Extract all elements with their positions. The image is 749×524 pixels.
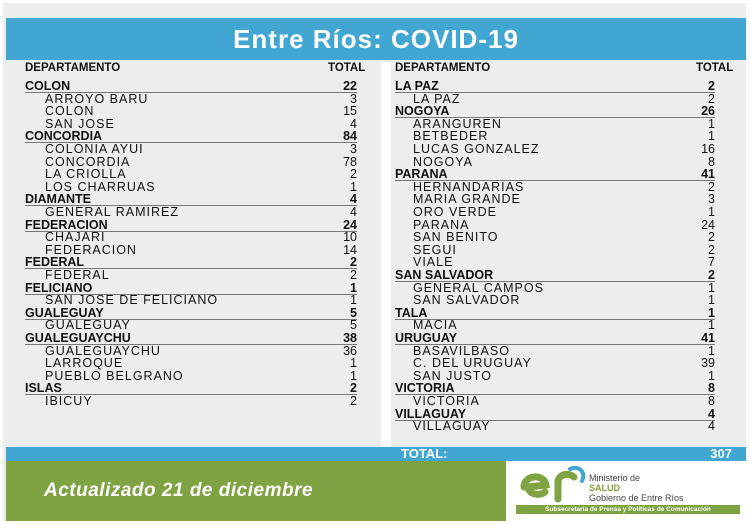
department-row	[25, 307, 357, 319]
row-name: LA PAZ	[395, 79, 439, 93]
ministry-logo-icon	[518, 465, 588, 503]
row-name: SEGUI	[413, 242, 457, 257]
row-total: 78	[343, 154, 357, 169]
row-total: 24	[343, 217, 357, 232]
row-total: 1	[708, 293, 715, 308]
row-total: 2	[708, 242, 715, 257]
row-name: BETBEDER	[413, 129, 489, 144]
locality-row	[25, 181, 357, 193]
row-name: GENERAL CAMPOS	[413, 280, 544, 295]
row-name: LOS CHARRUAS	[45, 179, 156, 194]
row-name: COLONIA AYUI	[45, 142, 144, 156]
locality-row	[395, 319, 715, 331]
row-total: 4	[350, 192, 357, 207]
row-name: NOGOYA	[395, 104, 450, 119]
row-name: SAN SALVADOR	[395, 268, 494, 282]
locality-row	[395, 156, 715, 168]
row-total: 2	[350, 268, 357, 282]
department-row	[395, 382, 715, 394]
row-total: 26	[701, 104, 715, 119]
row-name: GENERAL RAMIREZ	[45, 205, 180, 219]
row-total: 5	[350, 305, 357, 320]
row-total: 15	[343, 104, 357, 119]
department-row	[25, 80, 357, 92]
row-name: SAN SALVADOR	[413, 293, 521, 308]
locality-row	[25, 231, 357, 243]
row-name: FEDERACION	[25, 217, 108, 232]
ministry-line3: Gobierno de Entre Ríos	[589, 493, 684, 503]
ministry-line1: Ministerio de	[589, 473, 641, 483]
row-name: FEDERACION	[45, 242, 137, 257]
locality-row	[25, 244, 357, 256]
row-name: DIAMANTE	[25, 192, 91, 207]
row-total: 1	[708, 305, 715, 320]
row-name: SAN JOSE DE FELICIANO	[45, 293, 219, 308]
department-row	[25, 282, 357, 294]
department-row	[395, 408, 715, 420]
row-name: VILLAGUAY	[413, 419, 491, 434]
department-row	[395, 307, 715, 319]
row-total: 1	[350, 368, 357, 383]
row-name: MACIA	[413, 318, 458, 333]
row-total: 1	[350, 179, 357, 194]
total-value: 307	[710, 446, 732, 461]
row-name: LA CRIOLLA	[45, 167, 127, 182]
subsecretaria-label: Subsecretaría de Prensa y Políticas de Comunicación	[516, 505, 740, 514]
department-row	[25, 332, 357, 344]
row-name: CHAJARI	[45, 230, 106, 245]
row-name: VICTORIA	[395, 381, 455, 396]
right-header-total: TOTAL	[696, 62, 734, 74]
footer-banner	[6, 461, 506, 521]
locality-row	[25, 105, 357, 117]
left-header-total: TOTAL	[328, 62, 366, 74]
row-name: URUGUAY	[395, 331, 458, 345]
row-total: 10	[343, 230, 357, 245]
locality-row	[395, 143, 715, 155]
department-row	[25, 256, 357, 268]
row-name: LA PAZ	[413, 91, 461, 106]
locality-row	[25, 345, 357, 357]
row-total: 14	[343, 242, 357, 257]
locality-row	[395, 244, 715, 256]
locality-row	[25, 118, 357, 130]
locality-row	[25, 357, 357, 369]
row-total: 3	[350, 91, 357, 106]
row-total: 39	[701, 356, 715, 371]
row-name: C. DEL URUGUAY	[413, 356, 532, 371]
locality-row	[25, 319, 357, 331]
locality-row	[395, 420, 715, 432]
row-total: 2	[350, 167, 357, 182]
department-row	[25, 219, 357, 231]
row-name: LUCAS GONZALEZ	[413, 142, 540, 156]
row-name: SAN JUSTO	[413, 368, 492, 383]
row-total: 1	[708, 116, 715, 131]
row-total: 7	[708, 255, 715, 270]
row-name: CONCORDIA	[45, 154, 131, 169]
total-label: TOTAL:	[401, 446, 448, 461]
row-name: VICTORIA	[413, 394, 480, 408]
department-row	[25, 130, 357, 142]
infographic	[3, 3, 746, 521]
locality-row	[25, 168, 357, 180]
locality-row	[25, 156, 357, 168]
row-name: ARANGUREN	[413, 116, 502, 131]
row-total: 8	[708, 154, 715, 169]
row-total: 1	[350, 356, 357, 371]
locality-row	[25, 143, 357, 155]
row-total: 1	[708, 205, 715, 219]
locality-row	[395, 93, 715, 105]
row-name: MARIA GRANDE	[413, 192, 521, 207]
locality-row	[395, 130, 715, 142]
locality-row	[25, 370, 357, 382]
locality-row	[395, 395, 715, 407]
row-name: GUALEGUAYCHU	[45, 343, 161, 358]
row-total: 1	[708, 368, 715, 383]
row-name: SAN BENITO	[413, 230, 499, 245]
row-name: BASAVILBASO	[413, 343, 510, 358]
row-name: VIALE	[413, 255, 454, 270]
row-total: 8	[708, 394, 715, 408]
locality-row	[395, 193, 715, 205]
row-name: FEDERAL	[25, 255, 85, 270]
row-total: 2	[708, 91, 715, 106]
department-row	[395, 269, 715, 281]
row-name: LARROQUE	[45, 356, 124, 371]
row-name: SAN JOSE	[45, 116, 115, 131]
row-total: 36	[343, 343, 357, 358]
row-name: ISLAS	[25, 381, 62, 396]
total-bar	[6, 447, 746, 461]
row-total: 5	[350, 318, 357, 333]
department-row	[25, 193, 357, 205]
row-name: GUALEGUAY	[45, 318, 131, 333]
row-name: CONCORDIA	[25, 129, 103, 144]
row-total: 4	[708, 419, 715, 434]
row-total: 1	[708, 280, 715, 295]
row-total: 4	[350, 205, 357, 219]
row-name: COLON	[45, 104, 95, 119]
department-row	[395, 80, 715, 92]
page-title: Entre Ríos: COVID-19	[233, 24, 519, 54]
row-total: 2	[350, 394, 357, 408]
row-name: ORO VERDE	[413, 205, 498, 219]
row-name: PUEBLO BELGRANO	[45, 368, 184, 383]
row-total: 41	[701, 331, 715, 345]
locality-row	[395, 345, 715, 357]
row-name: NOGOYA	[413, 154, 473, 169]
column-divider	[381, 62, 391, 447]
locality-row	[395, 282, 715, 294]
row-name: IBICUY	[45, 394, 93, 408]
department-row	[395, 105, 715, 117]
locality-row	[395, 206, 715, 218]
row-total: 1	[708, 318, 715, 333]
row-total: 84	[343, 129, 357, 144]
row-name: VILLAGUAY	[395, 406, 467, 421]
locality-row	[25, 269, 357, 281]
locality-row	[395, 118, 715, 130]
row-name: PARANA	[413, 217, 470, 232]
left-header-departamento: DEPARTAMENTO	[25, 62, 121, 74]
locality-row	[25, 294, 357, 306]
row-name: FELICIANO	[25, 280, 93, 295]
row-total: 1	[708, 129, 715, 144]
locality-row	[395, 231, 715, 243]
updated-date: Actualizado 21 de diciembre	[44, 480, 314, 501]
locality-row	[25, 206, 357, 218]
ministry-block	[506, 461, 746, 521]
row-name: FEDERAL	[45, 268, 110, 282]
row-total: 2	[708, 268, 715, 282]
row-total: 2	[350, 381, 357, 396]
row-name: ARROYO BARU	[45, 91, 149, 106]
row-name: HERNANDARIAS	[413, 179, 525, 194]
row-total: 2	[350, 255, 357, 270]
row-total: 4	[708, 406, 715, 421]
row-total: 1	[350, 293, 357, 308]
title-banner	[6, 18, 746, 60]
row-total: 2	[708, 230, 715, 245]
row-total: 41	[701, 167, 715, 182]
ministry-salud: SALUD	[589, 483, 620, 493]
row-total: 1	[708, 343, 715, 358]
row-name: PARANA	[395, 167, 448, 182]
department-row	[25, 382, 357, 394]
locality-row	[25, 93, 357, 105]
row-total: 16	[701, 142, 715, 156]
locality-row	[395, 219, 715, 231]
row-total: 38	[343, 331, 357, 345]
row-total: 1	[350, 280, 357, 295]
row-total: 2	[708, 79, 715, 93]
row-total: 4	[350, 116, 357, 131]
right-header-departamento: DEPARTAMENTO	[395, 62, 491, 74]
row-name: GUALEGUAY	[25, 305, 104, 320]
ministry-name	[589, 473, 684, 503]
locality-row	[395, 370, 715, 382]
row-name: COLON	[25, 79, 71, 93]
row-total: 3	[350, 142, 357, 156]
row-total: 8	[708, 381, 715, 396]
locality-row	[395, 357, 715, 369]
row-name: GUALEGUAYCHU	[25, 331, 131, 345]
locality-row	[25, 395, 357, 407]
row-total: 3	[708, 192, 715, 207]
row-name: TALA	[395, 305, 428, 320]
row-total: 2	[708, 179, 715, 194]
row-total: 24	[701, 217, 715, 232]
department-row	[395, 332, 715, 344]
locality-row	[395, 181, 715, 193]
department-row	[395, 168, 715, 180]
locality-row	[395, 256, 715, 268]
locality-row	[395, 294, 715, 306]
row-total: 22	[343, 79, 357, 93]
